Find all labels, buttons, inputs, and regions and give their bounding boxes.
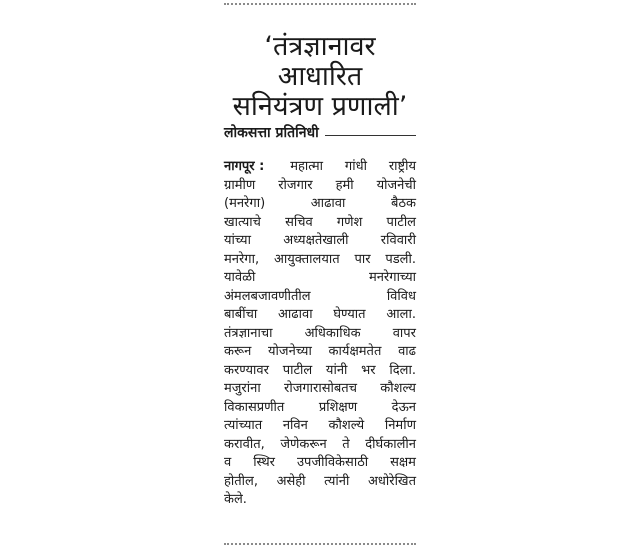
headline-line-2: आधारित [277,61,363,93]
article-word: वापर [392,325,416,341]
article-word: घेण्यात [333,307,366,322]
article-body-line [224,195,416,214]
article-word: करून [224,344,252,359]
top-dotted-rule [224,3,416,5]
article-word: स्थिर [253,455,275,470]
article-body-line [224,251,416,270]
article-body-line [224,232,416,251]
article-word: मजुरांना [224,381,261,396]
article-body-line [224,380,416,399]
article-body-line [224,177,416,196]
article-word: आढावा [310,196,346,211]
article-word: अधोरेखित [367,473,416,489]
article-word: राष्ट्रीय [388,159,416,174]
byline-rule [325,135,416,136]
article-word: आयुक्तालयात [273,251,340,267]
article-word: मनरेगा, [224,251,260,267]
article-body-line [224,288,416,307]
article-word: रोजगारासोबतच [284,381,357,396]
dateline: नागपूर : [224,159,265,174]
article-word: पडली. [385,251,416,267]
article-body [224,158,416,510]
article-word: निर्माण [384,418,416,433]
article-word: यांच्या [224,233,251,248]
article-body-line [224,269,416,288]
article-word: रविवारी [380,233,416,248]
article-word: करण्यावर [224,362,269,378]
headline-line-3: सनियंत्रण प्रणाली’ [232,91,408,123]
article-word: अध्यक्षतेखाली [283,233,349,248]
article-word: करावीत, [224,436,265,452]
article-word: केले. [224,492,247,507]
article-word: नविन [282,418,308,433]
article-word: असेही [276,473,306,489]
article-body-line [224,214,416,233]
news-clipping [224,0,416,550]
article-body-line [224,417,416,436]
article-word: भर [361,362,376,378]
article-body-line [224,325,416,344]
article-word: प्रशिक्षण [318,399,358,415]
article-word: (मनरेगा) [224,196,266,211]
article-word: पार [354,251,371,267]
article-word: कार्यक्षमतेत [328,344,382,359]
article-word: कौशल्ये [328,418,365,433]
article-word: होतील, [224,473,258,489]
article-body-line [224,491,416,510]
article-word: योजनेची [376,177,416,193]
headline [224,32,416,122]
article-word: वाढ [398,344,416,359]
article-word: यावेळी [224,270,256,285]
article-word: बैठक [391,196,416,211]
article-word: गणेश [336,214,363,230]
article-body-line [224,158,416,177]
byline-row [224,122,416,142]
article-body-line [224,399,416,418]
article-word: सक्षम [390,455,416,470]
article-body-line [224,473,416,492]
article-word: महात्मा [290,159,324,174]
article-word: आढावा [278,307,313,322]
article-word: व [224,455,232,470]
article-word: खात्याचे [224,214,261,230]
article-word: ग्रामीण [224,177,256,193]
article-body-line [224,436,416,455]
article-word: रोजगार [278,177,313,193]
article-word: बाबींचा [224,307,258,322]
article-word: दिला. [389,362,416,378]
article-word: कौशल्य [380,381,416,396]
bottom-dotted-rule [224,543,416,545]
article-word: जेणेकरून [280,436,327,452]
headline-line-1: ‘तंत्रज्ञानावर [264,31,376,63]
article-word: विविध [386,288,416,304]
article-word: विकासप्रणीत [224,399,285,415]
byline: लोकसत्ता प्रतिनिधी [224,124,319,141]
article-word: पाटील [282,362,313,378]
article-word: उपजीविकेसाठी [296,455,369,470]
article-word: तंत्रज्ञानाचा [224,325,273,341]
article-word: सचिव [285,214,313,230]
article-word: हमी [335,177,354,193]
article-word: पाटील [386,214,416,230]
article-word: ते [342,436,350,452]
article-word: अंमलबजावणीतील [224,288,311,304]
article-word: योजनेच्या [268,344,312,359]
article-body-line [224,454,416,473]
article-word: गांधी [344,159,367,174]
article-word: दीर्घकालीन [365,436,416,452]
article-word: त्यांच्यात [224,418,263,433]
article-word: अधिकाधिक [304,325,361,341]
article-body-line [224,343,416,362]
article-body-line [224,306,416,325]
article-word: त्यांनी [324,473,350,489]
article-word: आला. [386,307,416,322]
article-word: देऊन [391,399,416,415]
article-body-line [224,362,416,381]
article-word: यांनी [325,362,348,378]
article-word: मनरेगाच्या [368,270,416,285]
